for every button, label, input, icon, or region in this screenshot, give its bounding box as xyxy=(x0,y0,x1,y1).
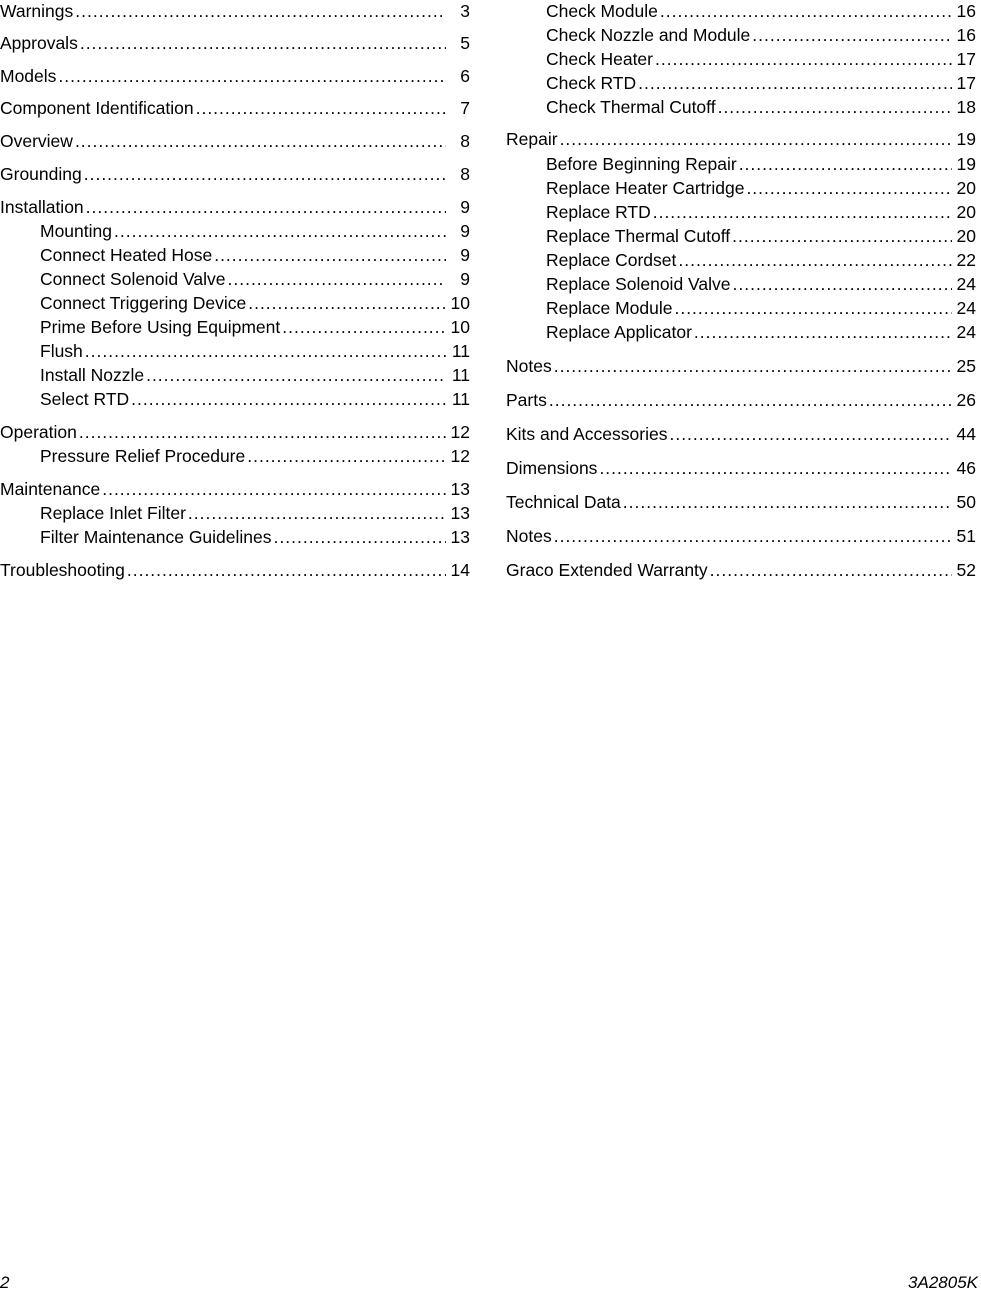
toc-entry-page: 13 xyxy=(450,503,470,523)
toc-entry-title: Check RTD xyxy=(546,73,637,93)
dot-leader xyxy=(282,316,446,338)
document-id: 3A2805K xyxy=(908,1273,978,1292)
dot-leader xyxy=(58,65,446,87)
toc-entry-title: Kits and Accessories xyxy=(506,424,668,444)
dot-leader xyxy=(733,273,952,295)
dot-leader xyxy=(196,97,446,119)
toc-entry[interactable] xyxy=(546,0,976,22)
toc-entry-title: Replace Inlet Filter xyxy=(40,503,186,523)
toc-entry-page: 52 xyxy=(956,560,976,580)
toc-entry-title: Check Nozzle and Module xyxy=(546,25,751,45)
toc-entry-page: 8 xyxy=(460,164,470,184)
dot-leader xyxy=(114,220,446,242)
dot-leader xyxy=(718,96,952,118)
toc-entry[interactable] xyxy=(546,273,976,295)
toc-entry[interactable] xyxy=(506,525,976,547)
toc-entry[interactable] xyxy=(546,201,976,223)
toc-entry[interactable] xyxy=(506,128,976,150)
toc-entry-title: Connect Triggering Device xyxy=(40,293,247,313)
toc-entry[interactable] xyxy=(0,196,470,218)
dot-leader xyxy=(669,423,952,445)
toc-entry[interactable] xyxy=(0,97,470,119)
toc-entry-page: 11 xyxy=(451,341,470,361)
dot-leader xyxy=(131,388,446,410)
toc-entry-title: Prime Before Using Equipment xyxy=(40,317,281,337)
toc-entry-title: Replace Heater Cartridge xyxy=(546,178,745,198)
toc-entry-title: Approvals xyxy=(0,33,78,53)
toc-entry-page: 20 xyxy=(956,226,976,246)
toc-entry-page: 9 xyxy=(460,245,470,265)
toc-entry-page: 24 xyxy=(956,274,976,294)
toc-entry-page: 10 xyxy=(450,293,470,313)
toc-entry-title: Replace Solenoid Valve xyxy=(546,274,731,294)
toc-entry[interactable] xyxy=(40,364,470,386)
toc-entry-page: 19 xyxy=(956,154,976,174)
toc-entry-page: 44 xyxy=(956,424,976,444)
dot-leader xyxy=(554,355,952,377)
toc-entry-title: Mounting xyxy=(40,221,112,241)
toc-entry[interactable] xyxy=(546,321,976,343)
toc-entry-title: Filter Maintenance Guidelines xyxy=(40,527,272,547)
toc-entry-page: 9 xyxy=(460,269,470,289)
toc-entry-title: Parts xyxy=(506,390,547,410)
dot-leader xyxy=(228,268,447,290)
toc-entry-page: 16 xyxy=(956,1,976,21)
toc-entry[interactable] xyxy=(506,423,976,445)
toc-entry-page: 24 xyxy=(956,322,976,342)
dot-leader xyxy=(247,445,446,467)
toc-entry-page: 13 xyxy=(450,479,470,499)
toc-entry[interactable] xyxy=(546,249,976,271)
dot-leader xyxy=(274,526,446,548)
dot-leader xyxy=(75,130,446,152)
toc-entry-page: 17 xyxy=(956,73,976,93)
dot-leader xyxy=(127,559,446,581)
toc-entry[interactable] xyxy=(506,491,976,513)
toc-entry[interactable] xyxy=(0,65,470,87)
toc-entry[interactable] xyxy=(546,24,976,46)
dot-leader xyxy=(146,364,446,386)
toc-entry-title: Replace Thermal Cutoff xyxy=(546,226,731,246)
toc-entry[interactable] xyxy=(0,478,470,500)
dot-leader xyxy=(678,249,952,271)
toc-entry-title: Graco Extended Warranty xyxy=(506,560,708,580)
toc-entry[interactable] xyxy=(506,457,976,479)
toc-entry-page: 12 xyxy=(450,422,470,442)
toc-entry-title: Dimensions xyxy=(506,458,598,478)
toc-entry-title: Installation xyxy=(0,197,84,217)
toc-entry[interactable] xyxy=(40,526,470,548)
toc-entry[interactable] xyxy=(40,340,470,362)
toc-entry-page: 10 xyxy=(450,317,470,337)
dot-leader xyxy=(102,478,446,500)
toc-entry-page: 51 xyxy=(956,526,976,546)
toc-entry-page: 12 xyxy=(450,446,470,466)
toc-entry-title: Overview xyxy=(0,131,73,151)
dot-leader xyxy=(554,525,952,547)
toc-entry-title: Check Heater xyxy=(546,49,653,69)
toc-entry-title: Replace Applicator xyxy=(546,322,692,342)
dot-leader xyxy=(79,421,446,443)
toc-entry-page: 7 xyxy=(460,98,470,118)
toc-entry-page: 9 xyxy=(460,197,470,217)
dot-leader xyxy=(653,201,952,223)
toc-entry-title: Models xyxy=(0,66,57,86)
page-number: 2 xyxy=(0,1273,10,1292)
dot-leader xyxy=(746,177,952,199)
toc-entry[interactable] xyxy=(0,421,470,443)
toc-entry-title: Notes xyxy=(506,526,552,546)
toc-entry-title: Notes xyxy=(506,356,552,376)
toc-entry-title: Technical Data xyxy=(506,492,621,512)
dot-leader xyxy=(86,196,446,218)
toc-entry-page: 11 xyxy=(451,389,470,409)
toc-entry-title: Connect Heated Hose xyxy=(40,245,213,265)
toc-entry[interactable] xyxy=(0,163,470,185)
toc-entry-title: Operation xyxy=(0,422,77,442)
dot-leader xyxy=(694,321,952,343)
toc-entry-page: 46 xyxy=(956,458,976,478)
toc-entry-title: Flush xyxy=(40,341,83,361)
toc-entry-title: Troubleshooting xyxy=(0,560,125,580)
toc-entry[interactable] xyxy=(0,0,470,22)
toc-entry[interactable] xyxy=(40,316,470,338)
toc-entry-title: Install Nozzle xyxy=(40,365,145,385)
toc-entry-page: 26 xyxy=(956,390,976,410)
toc-entry[interactable] xyxy=(546,96,976,118)
dot-leader xyxy=(560,128,952,150)
toc-entry-title: Select RTD xyxy=(40,389,130,409)
toc-entry[interactable] xyxy=(40,220,470,242)
toc-entry-title: Replace Cordset xyxy=(546,250,677,270)
toc-entry-title: Warnings xyxy=(0,1,74,21)
toc-entry-title: Replace RTD xyxy=(546,202,651,222)
toc-entry[interactable] xyxy=(506,389,976,411)
toc-entry[interactable] xyxy=(40,502,470,524)
toc-entry-title: Grounding xyxy=(0,164,82,184)
toc-entry-title: Check Module xyxy=(546,1,658,21)
dot-leader xyxy=(549,389,952,411)
dot-leader xyxy=(75,0,446,22)
dot-leader xyxy=(84,163,446,185)
toc-entry-page: 8 xyxy=(460,131,470,151)
toc-entry[interactable] xyxy=(546,297,976,319)
toc-entry[interactable] xyxy=(506,559,976,581)
toc-entry[interactable] xyxy=(546,72,976,94)
toc-entry-page: 20 xyxy=(956,178,976,198)
toc-entry[interactable] xyxy=(546,48,976,70)
toc-entry-page: 13 xyxy=(450,527,470,547)
toc-entry-page: 6 xyxy=(460,66,470,86)
toc-entry-title: Before Beginning Repair xyxy=(546,154,737,174)
toc-entry-page: 17 xyxy=(956,49,976,69)
dot-leader xyxy=(638,72,952,94)
toc-entry-title: Check Thermal Cutoff xyxy=(546,97,716,117)
toc-entry-page: 16 xyxy=(956,25,976,45)
toc-entry-title: Pressure Relief Procedure xyxy=(40,446,246,466)
toc-entry[interactable] xyxy=(0,32,470,54)
dot-leader xyxy=(623,491,952,513)
dot-leader xyxy=(248,292,446,314)
dot-leader xyxy=(752,24,952,46)
toc-entry-title: Connect Solenoid Valve xyxy=(40,269,226,289)
toc-entry-title: Maintenance xyxy=(0,479,101,499)
dot-leader xyxy=(80,32,446,54)
dot-leader xyxy=(599,457,952,479)
toc-entry-page: 18 xyxy=(956,97,976,117)
toc-entry[interactable] xyxy=(40,268,470,290)
dot-leader xyxy=(214,244,446,266)
toc-entry[interactable] xyxy=(506,355,976,377)
toc-entry[interactable] xyxy=(40,388,470,410)
dot-leader xyxy=(674,297,952,319)
toc-entry-page: 5 xyxy=(460,33,470,53)
dot-leader xyxy=(660,0,952,22)
dot-leader xyxy=(732,225,952,247)
dot-leader xyxy=(739,153,952,175)
toc-entry[interactable] xyxy=(40,292,470,314)
toc-entry[interactable] xyxy=(40,244,470,266)
toc-entry-title: Component Identification xyxy=(0,98,194,118)
dot-leader xyxy=(188,502,446,524)
toc-entry-page: 19 xyxy=(956,129,976,149)
toc-entry-title: Replace Module xyxy=(546,298,673,318)
toc-entry-page: 3 xyxy=(460,1,470,21)
dot-leader xyxy=(710,559,952,581)
toc-entry-page: 20 xyxy=(956,202,976,222)
toc-entry[interactable] xyxy=(546,225,976,247)
dot-leader xyxy=(85,340,446,362)
toc-entry-page: 9 xyxy=(460,221,470,241)
toc-entry[interactable] xyxy=(546,177,976,199)
toc-entry[interactable] xyxy=(40,445,470,467)
toc-entry-title: Repair xyxy=(506,129,558,149)
toc-entry-page: 24 xyxy=(956,298,976,318)
toc-entry-page: 25 xyxy=(956,356,976,376)
toc-entry-page: 22 xyxy=(956,250,976,270)
toc-entry-page: 11 xyxy=(451,365,470,385)
dot-leader xyxy=(655,48,952,70)
toc-entry[interactable] xyxy=(546,153,976,175)
toc-entry[interactable] xyxy=(0,559,470,581)
toc-entry-page: 14 xyxy=(450,560,470,580)
toc-entry[interactable] xyxy=(0,130,470,152)
toc-entry-page: 50 xyxy=(956,492,976,512)
